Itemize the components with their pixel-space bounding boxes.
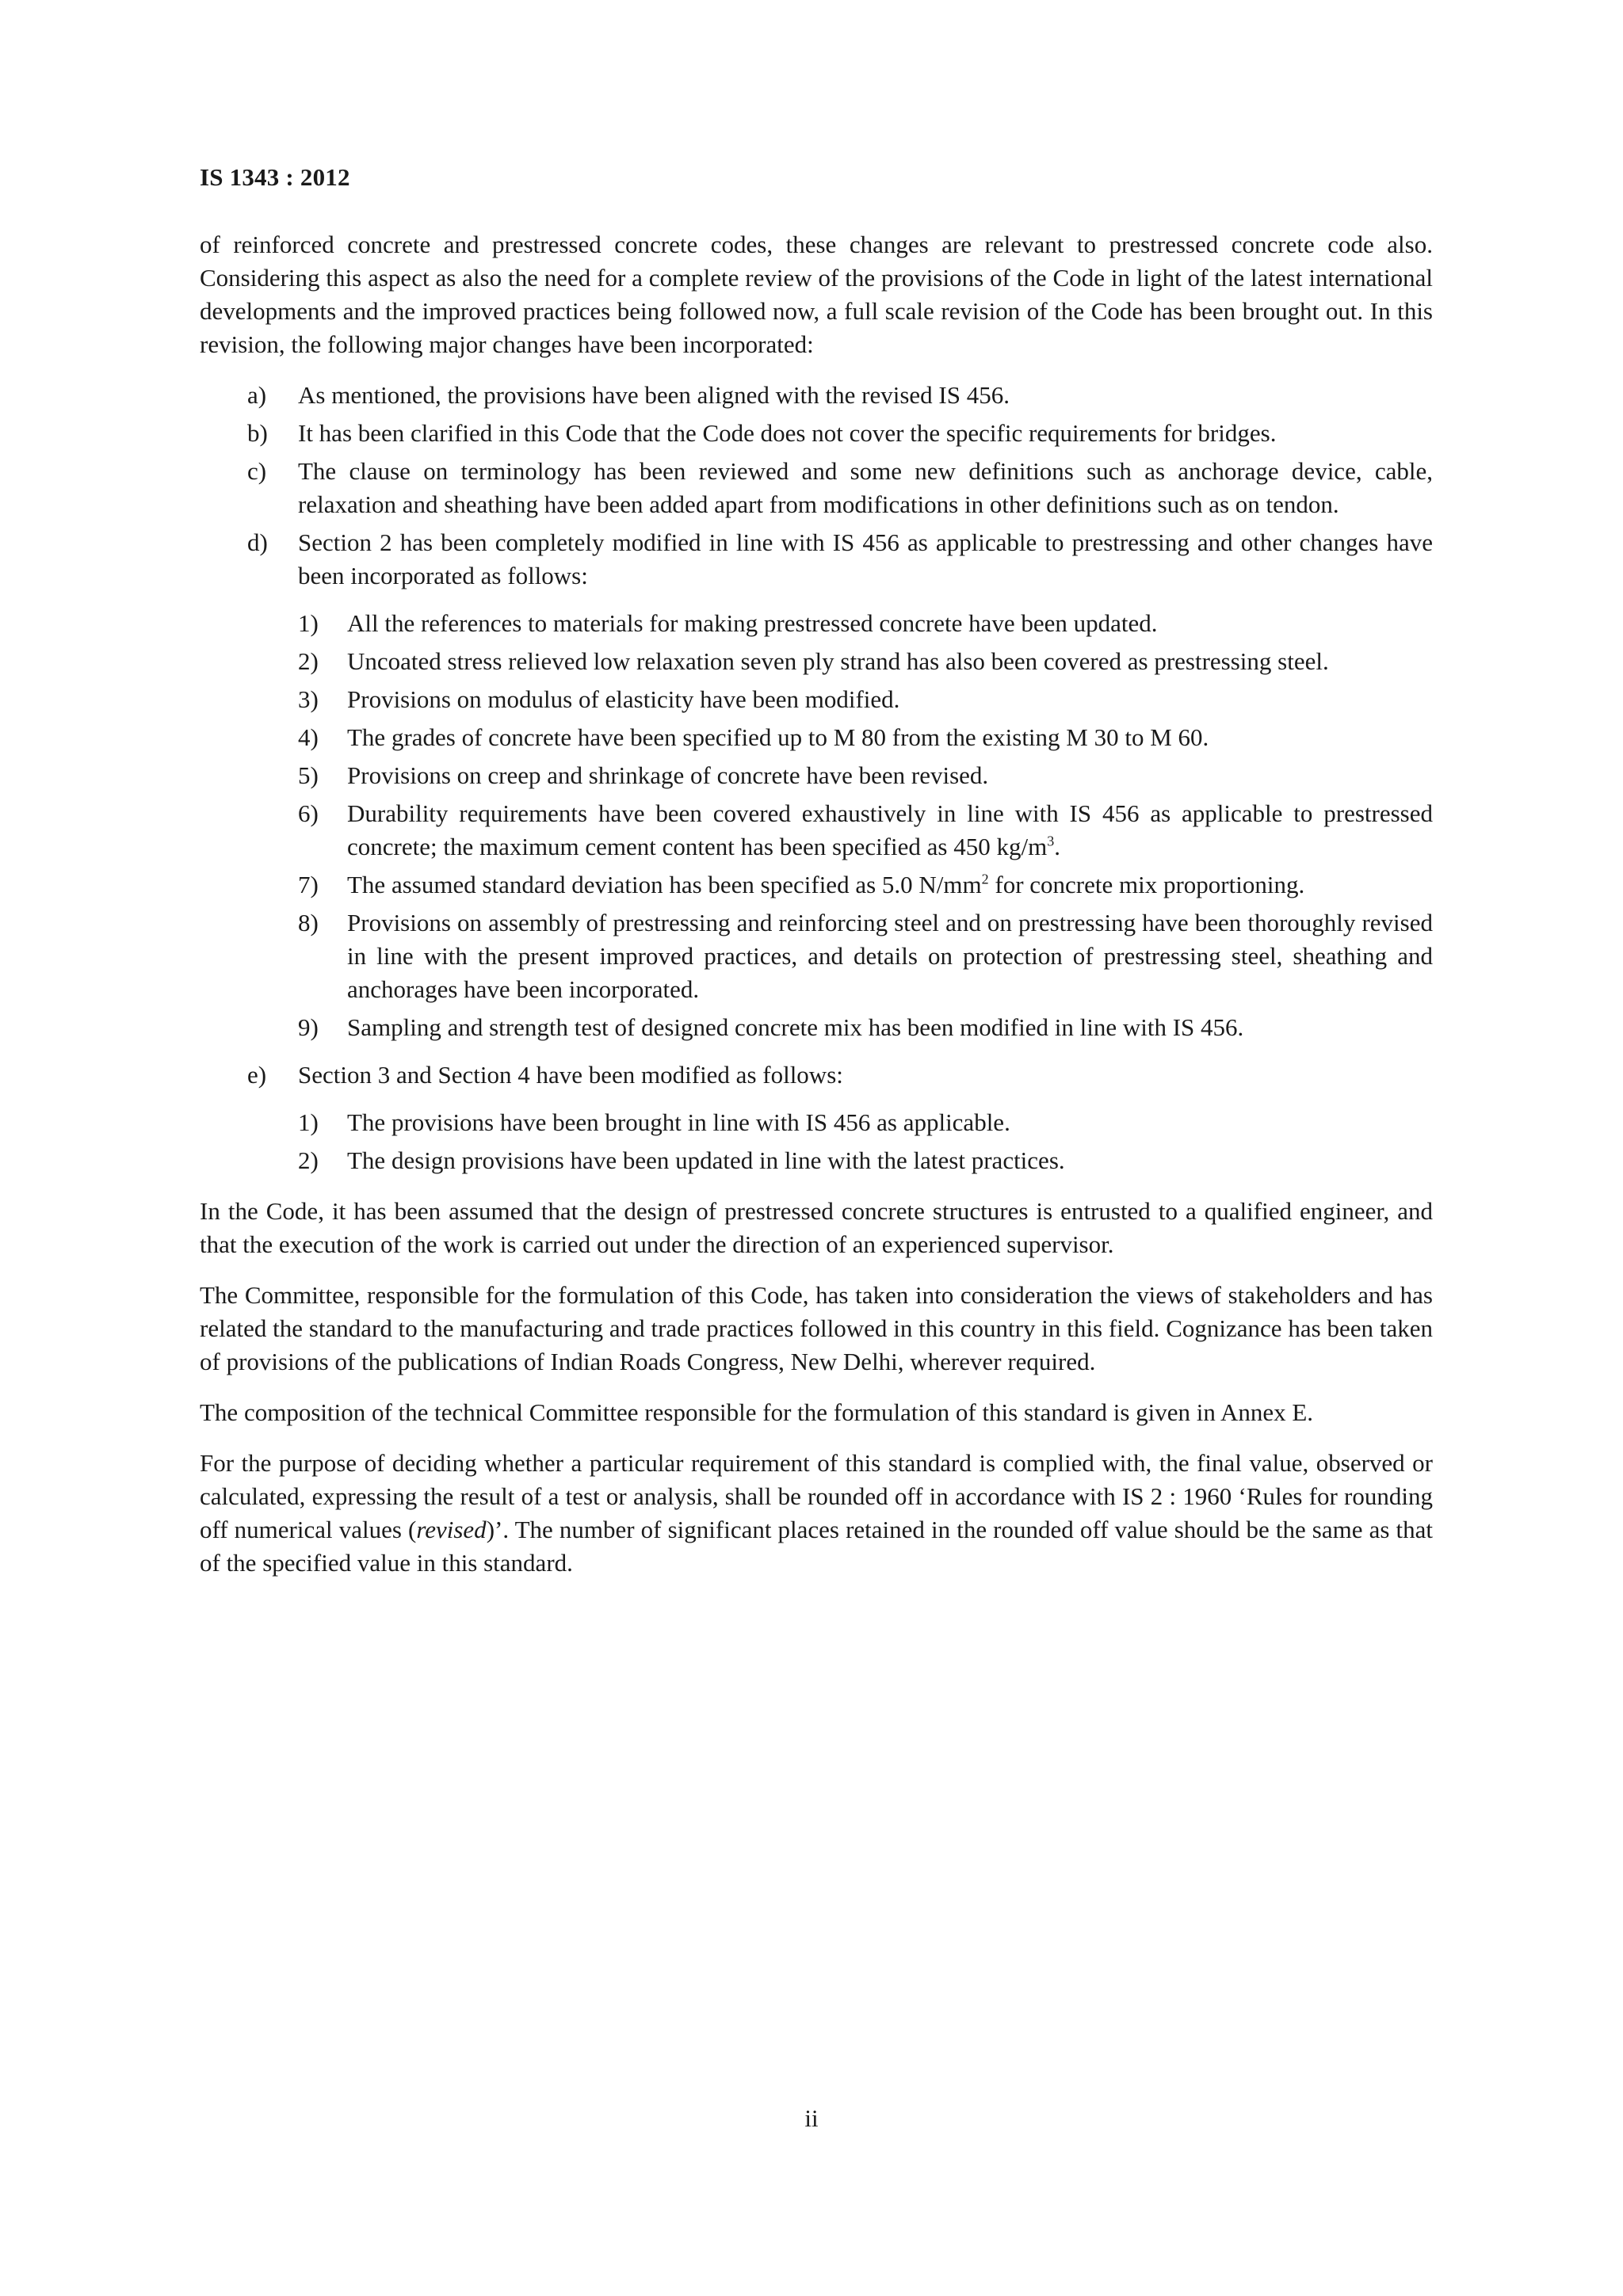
major-changes-list xyxy=(200,379,1433,1177)
list-marker: 1) xyxy=(298,1108,319,1136)
change-text: As mentioned, the provisions have been aligned with the revised IS 456. xyxy=(298,381,1010,409)
list-marker: 7) xyxy=(298,871,319,898)
document-body xyxy=(200,228,1433,1597)
change-item-e xyxy=(200,1058,1433,1177)
sub-item-text: Uncoated stress relieved low relaxation seven ply strand has also been covered as prestressing steel. xyxy=(347,647,1329,675)
change-text: The clause on terminology has been reviewed and some new definitions such as anchorage device, cable, relaxation and sheathing have been added apart from modifications in other definitions such as on tendon. xyxy=(298,457,1433,518)
sub-item xyxy=(298,759,1433,792)
rounding-paragraph xyxy=(200,1447,1433,1580)
page-number: ii xyxy=(804,2104,819,2132)
sub-item xyxy=(298,797,1433,864)
change-text: Section 2 has been completely modified in line with IS 456 as applicable to prestressing and other changes have been incorporated as follows: xyxy=(298,528,1433,589)
composition-paragraph: The composition of the technical Committee responsible for the formulation of this standard is given in Annex E. xyxy=(200,1398,1314,1426)
sub-item-text: The grades of concrete have been specified up to M 80 from the existing M 30 to M 60. xyxy=(347,723,1209,751)
list-marker: 5) xyxy=(298,761,319,789)
sub-item-text: The provisions have been brought in line with IS 456 as applicable. xyxy=(347,1108,1010,1136)
design-assumption-paragraph: In the Code, it has been assumed that the design of prestressed concrete structures is entrusted to a qualified engineer, and that the execution of the work is carried out under the direction of an experienced supervisor. xyxy=(200,1197,1433,1258)
list-marker: d) xyxy=(247,528,268,556)
text-segment: The assumed standard deviation has been specified as 5.0 N/mm xyxy=(347,871,982,898)
list-marker: 9) xyxy=(298,1013,319,1041)
sub-item xyxy=(298,906,1433,1006)
change-item-b xyxy=(200,417,1433,450)
sub-item-text: Sampling and strength test of designed concrete mix has been modified in line with IS 456. xyxy=(347,1013,1244,1041)
list-marker: b) xyxy=(247,419,268,447)
section-3-4-changes-list xyxy=(298,1106,1433,1177)
sub-item-text: All the references to materials for making prestressed concrete have been updated. xyxy=(347,609,1158,637)
change-text: It has been clarified in this Code that the Code does not cover the specific requirements for bridges. xyxy=(298,419,1277,447)
superscript: 2 xyxy=(981,871,989,887)
sub-item-text: Provisions on modulus of elasticity have been modified. xyxy=(347,685,900,713)
list-marker: 4) xyxy=(298,723,319,751)
change-text: Section 3 and Section 4 have been modified as follows: xyxy=(298,1061,843,1089)
list-marker: 6) xyxy=(298,799,319,827)
sub-item-text xyxy=(347,799,1433,860)
sub-item xyxy=(298,1106,1433,1139)
sub-item-text: Provisions on creep and shrinkage of concrete have been revised. xyxy=(347,761,989,789)
list-marker: e) xyxy=(247,1061,267,1089)
list-marker: 1) xyxy=(298,609,319,637)
sub-item xyxy=(298,645,1433,678)
sub-item xyxy=(298,1144,1433,1177)
change-item-a xyxy=(200,379,1433,412)
text-segment: for concrete mix proportioning. xyxy=(988,871,1305,898)
list-marker: 2) xyxy=(298,1146,319,1174)
text-segment: Durability requirements have been covered exhaustively in line with IS 456 as applicable to prestressed concrete; the maximum cement content has been specified as 450 kg/m xyxy=(347,799,1433,860)
sub-item xyxy=(298,607,1433,640)
italic-text: revised xyxy=(416,1516,487,1543)
list-marker: 2) xyxy=(298,647,319,675)
sub-item-text: The design provisions have been updated in line with the latest practices. xyxy=(347,1146,1065,1174)
list-marker: 8) xyxy=(298,909,319,936)
sub-item-text xyxy=(347,871,1304,898)
section-2-changes-list xyxy=(298,607,1433,1044)
text-segment: . xyxy=(1054,833,1060,860)
intro-paragraph: of reinforced concrete and prestressed concrete codes, these changes are relevant to prestressed concrete code also. Considering this aspect as also the need for a complete review of the provisions of the Code in light of the latest international developments and the improved practices being followed now, a full scale revision of the Code has been brought out. In this revision, the following major changes have been incorporated: xyxy=(200,231,1433,358)
superscript: 3 xyxy=(1047,833,1055,849)
sub-item xyxy=(298,1011,1433,1044)
change-item-d xyxy=(200,526,1433,1044)
text-segment: )’. The number of significant places retained in the rounded off value should be the same as that of the specified value in this standard. xyxy=(200,1516,1433,1577)
sub-item xyxy=(298,721,1433,754)
change-item-c xyxy=(200,455,1433,521)
standard-code-header: IS 1343 : 2012 xyxy=(200,163,350,191)
sub-item xyxy=(298,868,1433,902)
list-marker: c) xyxy=(247,457,267,485)
list-marker: a) xyxy=(247,381,267,409)
sub-item xyxy=(298,683,1433,716)
sub-item-text: Provisions on assembly of prestressing and reinforcing steel and on prestressing have been thoroughly revised in line with the present improved practices, and details on protection of prestressing steel, sheathing and anchorages have been incorporated. xyxy=(347,909,1433,1003)
committee-paragraph: The Committee, responsible for the formulation of this Code, has taken into consideration the views of stakeholders and has related the standard to the manufacturing and trade practices followed in this country in this field. Cognizance has been taken of provisions of the publications of Indian Roads Congress, New Delhi, wherever required. xyxy=(200,1281,1433,1375)
list-marker: 3) xyxy=(298,685,319,713)
text-segment: For the purpose of deciding whether a particular requirement of this standard is complied with, the final value, observed or calculated, expressing the result of a test or analysis, shall be rounded off in accordance with IS 2 : 1960 ‘Rules for rounding off numerical values ( xyxy=(200,1449,1433,1543)
